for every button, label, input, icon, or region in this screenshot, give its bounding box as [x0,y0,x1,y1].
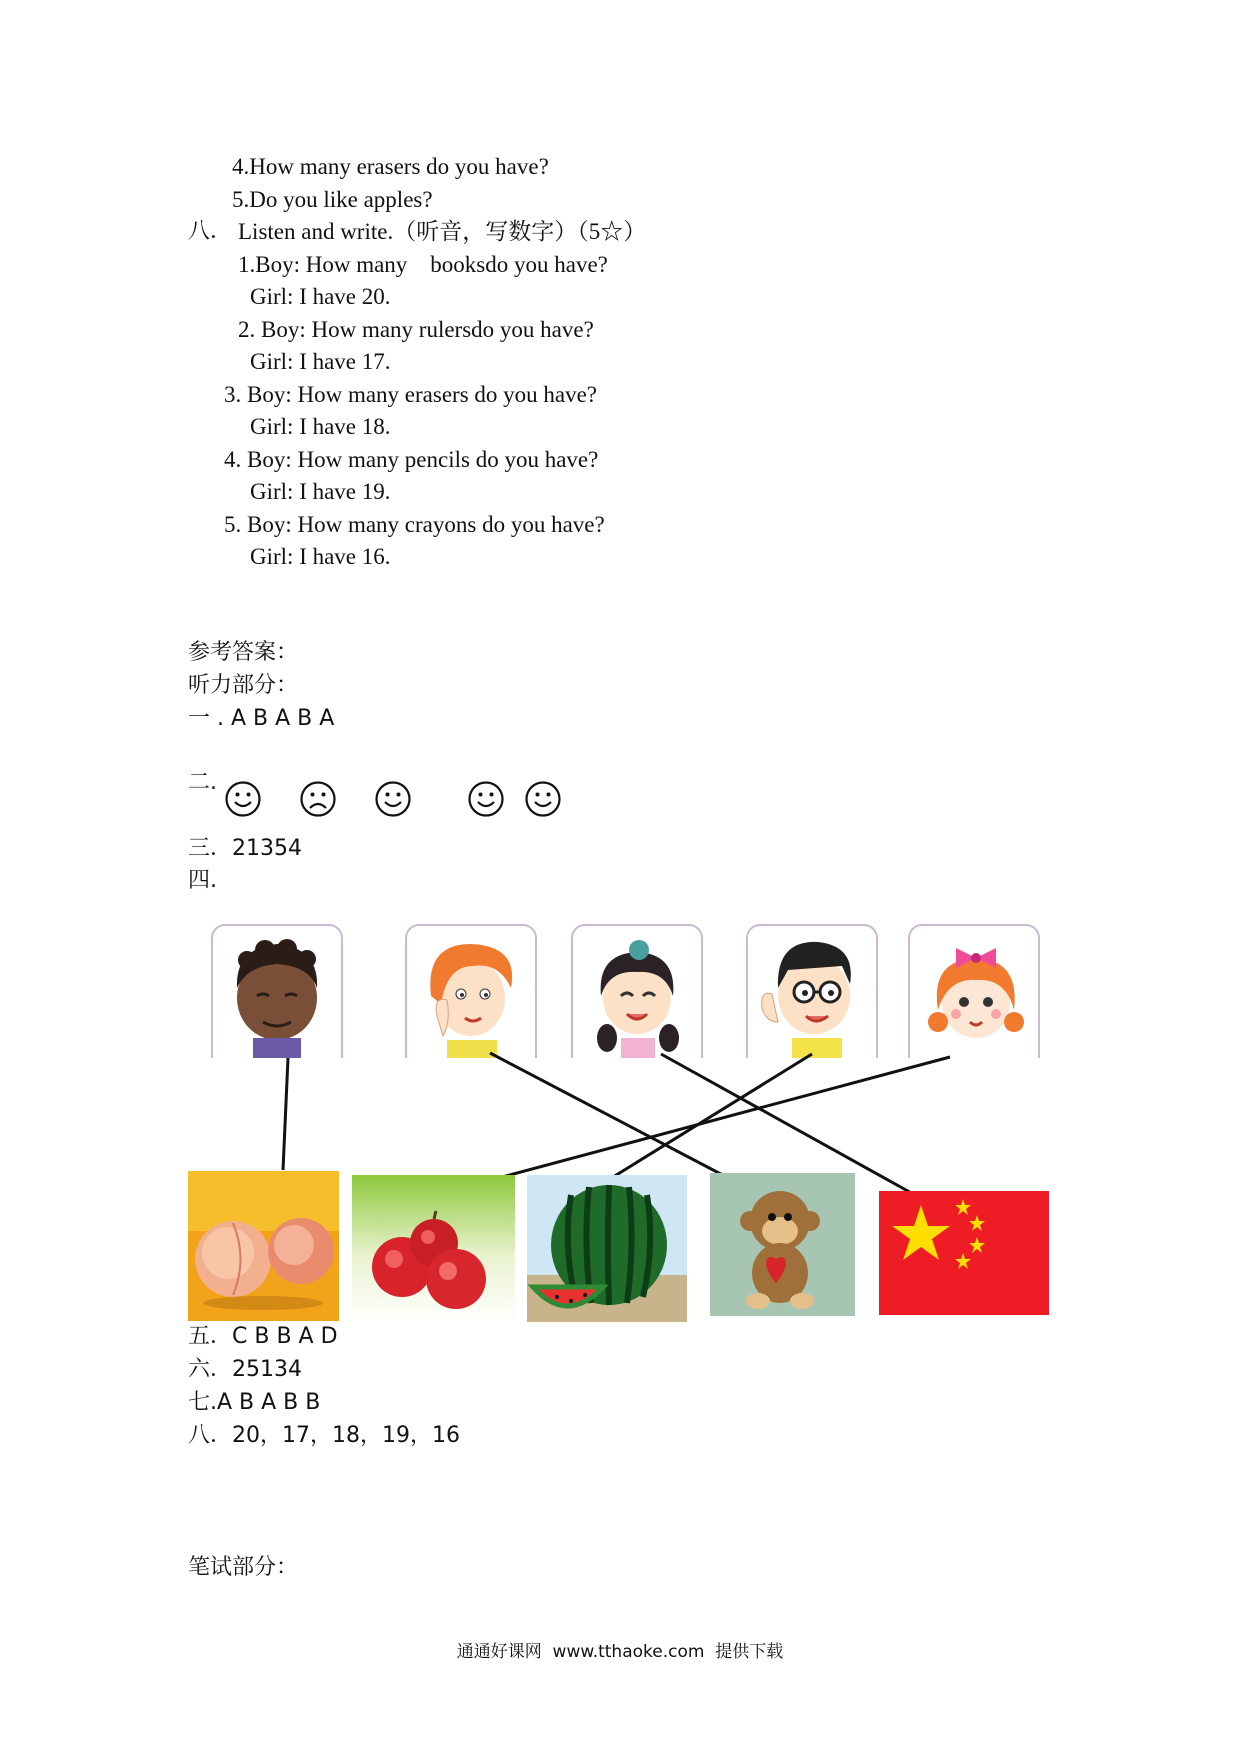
section-8-heading: Listen and write.（听音，写数字）（5☆） [238,219,647,244]
happy-face-icon [374,780,412,818]
watermelon-picture [527,1175,687,1322]
dialogue-3-boy: 3. Boy: How many erasers do you have? [224,382,598,407]
boy-glasses-icon [748,926,876,1058]
section-8-number: 八． [188,219,233,244]
dialogue-5-boy: 5. Boy: How many crayons do you have? [224,512,605,537]
happy-face-icon [467,780,505,818]
match-line-girl-bow-to-apples [491,1057,950,1180]
peaches-picture [188,1171,339,1321]
answer-8: 八．20，17，18，19，16 [188,1423,460,1448]
written-part-title: 笔试部分： [188,1555,299,1580]
answer-7: 七.A B A B B [188,1390,321,1415]
question-7-4: 4.How many erasers do you have? [232,154,549,179]
boy-curly-hair-card [211,924,343,1058]
boy-glasses-card [746,924,878,1058]
dialogue-4-girl: Girl: I have 19. [250,479,391,504]
dialogue-1-girl: Girl: I have 20. [250,284,391,309]
happy-face-icon [524,780,562,818]
apples-picture [352,1175,515,1322]
girl-pink-bow-card [908,924,1040,1058]
watermelon-icon [527,1175,687,1322]
question-7-5: 5.Do you like apples? [232,187,433,212]
answer-5: 五．C B B A D [188,1324,338,1349]
dialogue-4-boy: 4. Boy: How many pencils do you have? [224,447,599,472]
apples-icon [352,1175,515,1322]
happy-face-icon [224,780,262,818]
footer-source: 通通好课网 www.tthaoke.com 提供下载 [456,1642,784,1662]
girl-pigtails-icon [573,926,701,1058]
dialogue-5-girl: Girl: I have 16. [250,544,391,569]
answer-4-label: 四. [188,868,217,893]
answer-6: 六．25134 [188,1357,302,1382]
dialogue-2-boy: 2. Boy: How many rulersdo you have? [238,317,594,342]
dialogue-1-boy: 1.Boy: How many booksdo you have? [238,252,608,277]
answer-2-label: 二. [188,770,217,795]
chinese-flag-picture [879,1191,1049,1315]
chinese-flag-icon [879,1191,1049,1315]
match-line-girl-orange-to-monkey [490,1053,736,1182]
girl-pigtails-card [571,924,703,1058]
girl-orange-hair-card [405,924,537,1058]
sad-face-icon [299,780,337,818]
dialogue-2-girl: Girl: I have 17. [250,349,391,374]
boy-curly-hair-icon [213,926,341,1058]
toy-monkey-picture [710,1173,855,1316]
match-line-boy-glasses-to-watermelon [605,1054,812,1182]
girl-pink-bow-icon [910,926,1038,1058]
peaches-icon [188,1171,339,1321]
toy-monkey-icon [710,1173,855,1316]
listening-part-title: 听力部分： [188,673,299,698]
answer-1: 一 . A B A B A [188,706,335,731]
answer-key-title: 参考答案： [188,640,299,665]
answer-3: 三．21354 [188,836,302,861]
match-line-boy-to-peaches [283,1058,288,1170]
dialogue-3-girl: Girl: I have 18. [250,414,391,439]
girl-orange-hair-icon [407,926,535,1058]
